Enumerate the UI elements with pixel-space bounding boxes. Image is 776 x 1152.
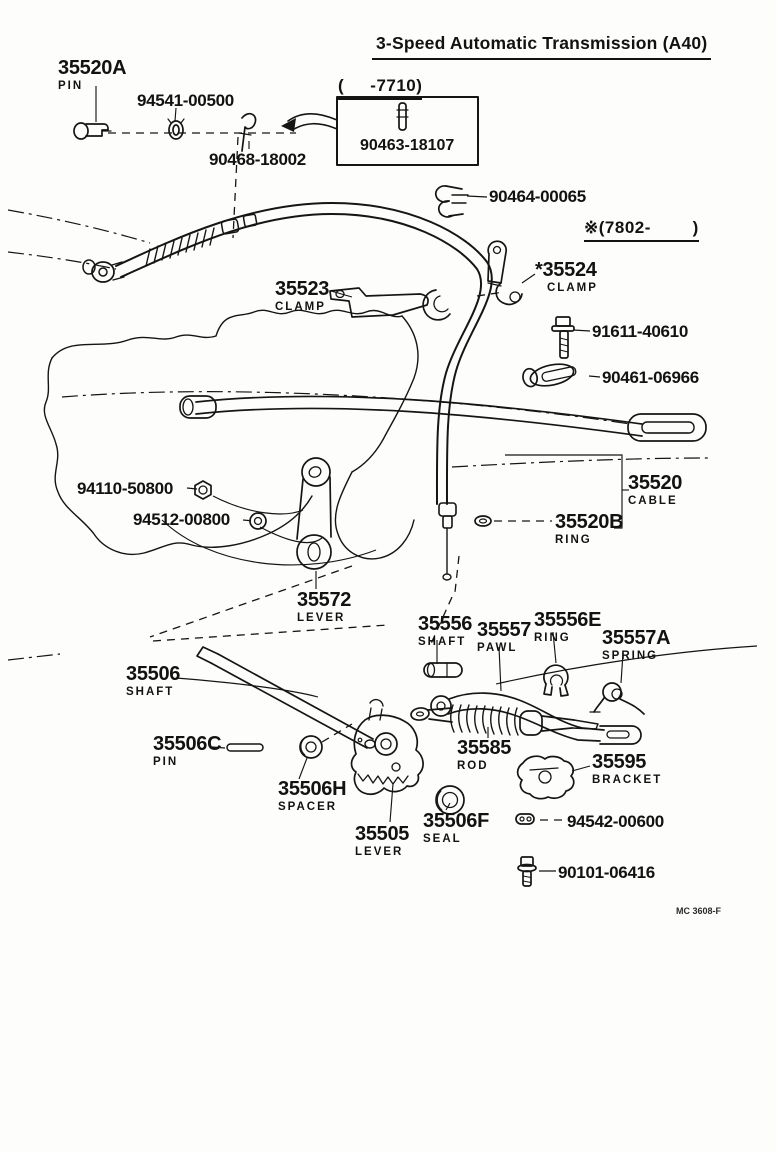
- part-label-94542: [567, 813, 664, 830]
- part-label-35595: [592, 752, 662, 787]
- part-number: 94512-00800: [133, 510, 230, 529]
- part-label-90464: [489, 188, 586, 205]
- hook-90468-drawing: [239, 114, 256, 151]
- part-label-94541: [137, 92, 234, 109]
- lever-35572-drawing: [297, 458, 331, 569]
- part-name: CLAMP: [275, 301, 326, 313]
- part-label-35506C: [153, 734, 221, 769]
- part-number: 90468-18002: [209, 150, 306, 169]
- shaft-35506-drawing: [197, 647, 375, 748]
- part-name: LEVER: [297, 612, 346, 624]
- part-number: 91611-40610: [592, 322, 688, 341]
- part-number: 94542-00600: [567, 812, 664, 831]
- part-number: 35523: [275, 278, 330, 300]
- part-name: PAWL: [477, 642, 518, 654]
- lever-35505-drawing: [352, 700, 424, 795]
- part-number: 35520A: [58, 57, 127, 79]
- part-number: 90461-06966: [602, 368, 699, 387]
- clamp-35524-drawing: [488, 241, 522, 304]
- document-code: MC 3608-F: [676, 906, 722, 916]
- part-name: PIN: [153, 756, 179, 768]
- part-label-94110: [77, 480, 173, 497]
- part-number: 35557: [477, 619, 532, 641]
- part-name: SHAFT: [126, 686, 175, 698]
- part-name: SPRING: [602, 650, 659, 662]
- part-number: 35520B: [555, 511, 624, 533]
- pointer-arrow: [281, 114, 337, 132]
- part-name: SEAL: [423, 833, 462, 845]
- part-number: 35585: [457, 737, 512, 759]
- part-name: ROD: [457, 760, 489, 772]
- bolt-90101-drawing: [518, 857, 536, 886]
- dashed-lines: [108, 133, 564, 820]
- spacer-35506h-drawing: [300, 736, 322, 758]
- pin-35506c-drawing: [227, 744, 263, 751]
- part-label-35506H: [278, 779, 346, 814]
- spring-35557a-drawing: [590, 683, 644, 714]
- part-number: 35556: [418, 613, 473, 635]
- part-number: 90464-00065: [489, 187, 586, 206]
- part-label-35523: [275, 279, 329, 314]
- part-number: 35520: [628, 472, 683, 494]
- part-name: CLAMP: [547, 282, 598, 294]
- part-name: CABLE: [628, 495, 678, 507]
- part-number: 94541-00500: [137, 91, 234, 110]
- engine-outline: [44, 310, 418, 559]
- part-number: 35506H: [278, 778, 347, 800]
- nut-94110-drawing: [195, 481, 211, 499]
- part-number: 94110-50800: [77, 479, 173, 498]
- part-number: 35506: [126, 663, 181, 685]
- clip-94541-drawing: [168, 119, 184, 139]
- clamp-90461-drawing: [521, 359, 577, 391]
- part-label-90463: 90463-18107: [360, 137, 455, 154]
- part-name: RING: [534, 632, 571, 644]
- part-label-35557: [477, 620, 531, 655]
- clamp-35523-drawing: [330, 288, 450, 320]
- part-number: 35595: [592, 751, 647, 773]
- part-name: LEVER: [355, 846, 404, 858]
- part-label-91611: [592, 323, 688, 340]
- part-label-90101: [558, 864, 655, 881]
- part-number: 35556E: [534, 609, 602, 631]
- bracket-35595-drawing: [518, 756, 574, 798]
- part-name: BRACKET: [592, 774, 663, 786]
- nut-94512-drawing: [250, 513, 266, 529]
- part-label-35572: [297, 590, 351, 625]
- production-range-late: ※(7802- ): [584, 218, 699, 242]
- part-number: 35505: [355, 823, 410, 845]
- part-label-35585: [457, 738, 511, 773]
- part-label-35556E: [534, 610, 601, 645]
- part-label-35520A: [58, 58, 126, 93]
- part-label-35520B: [555, 512, 623, 547]
- rod-35585-drawing: [410, 705, 598, 735]
- part-label-35520: [628, 473, 682, 508]
- part-label-35506F: [423, 811, 489, 846]
- ring-35520b-drawing: [475, 516, 491, 526]
- part-number: 35506C: [153, 733, 222, 755]
- pin-35520a-drawing: [74, 123, 111, 139]
- part-number: 90101-06416: [558, 863, 655, 882]
- part-name: RING: [555, 534, 592, 546]
- part-label-35557A: [602, 628, 670, 663]
- bolt-91611-drawing: [552, 317, 574, 358]
- part-label-90461: [602, 369, 699, 386]
- part-name: SHAFT: [418, 636, 467, 648]
- production-range-early: ( -7710): [338, 76, 422, 100]
- part-label-90468: [209, 151, 306, 168]
- part-label-94512: [133, 511, 230, 528]
- part-number: 35506F: [423, 810, 490, 832]
- part-name: SPACER: [278, 801, 338, 813]
- clip-94542-drawing: [516, 814, 534, 824]
- part-number: 35572: [297, 589, 352, 611]
- part-label-35505: [355, 824, 409, 859]
- part-label-35506: [126, 664, 180, 699]
- part-label-35524: [535, 260, 598, 295]
- page-title: 3-Speed Automatic Transmission (A40): [372, 33, 711, 60]
- clamp-90464-drawing: [436, 186, 468, 217]
- part-name: PIN: [58, 80, 84, 92]
- part-number: 35557A: [602, 627, 671, 649]
- shaft-35556-drawing: [424, 663, 462, 677]
- part-number: *35524: [535, 259, 597, 281]
- part-label-35556: [418, 614, 472, 649]
